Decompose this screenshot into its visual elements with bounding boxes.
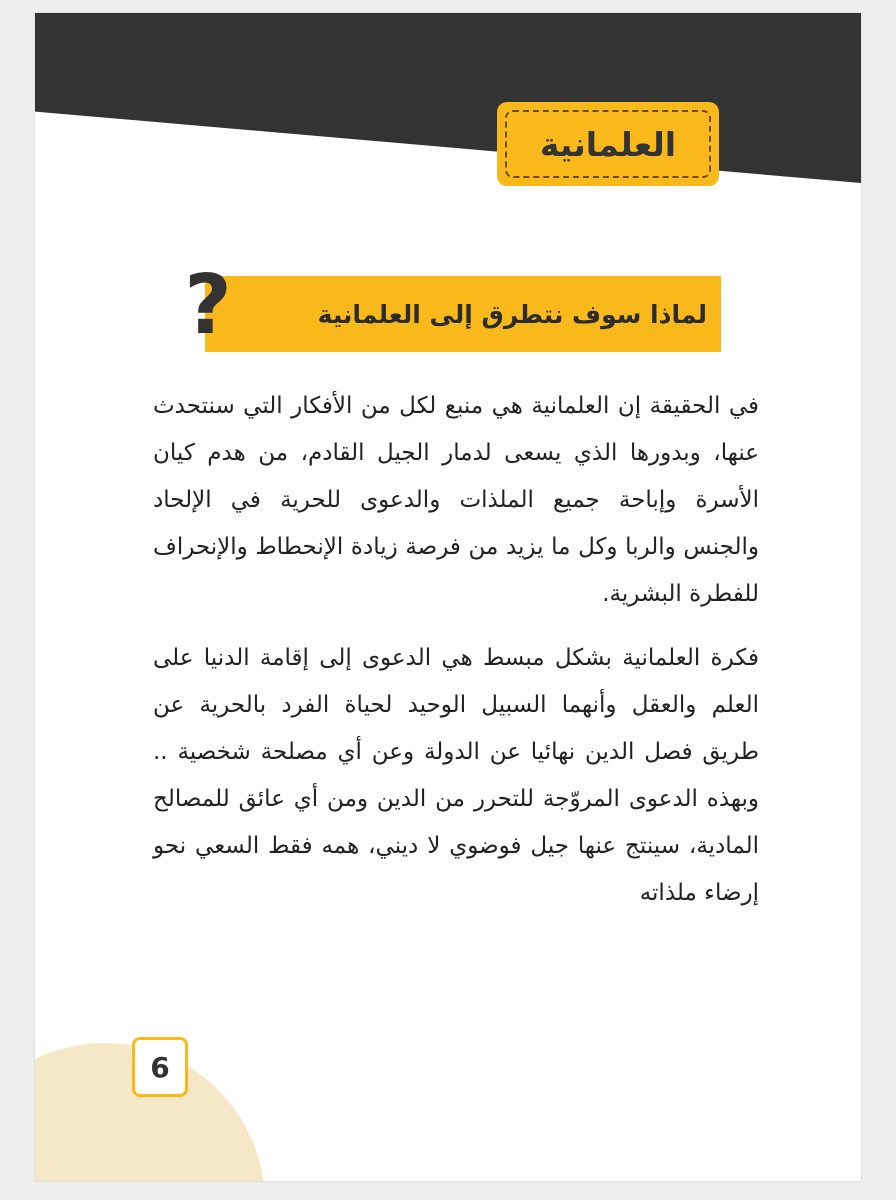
page-number: 6	[132, 1037, 188, 1097]
book-page	[35, 13, 861, 1181]
header-dark-band	[35, 13, 861, 183]
paragraph: فكرة العلمانية بشكل مبسط هي الدعوى إلى إقامة الدنيا على العلم والعقل وأنهما السبيل الوحيد لحياة الفرد بالحرية عن طريق فصل الدين نهائيا عن الدولة وعن أي مصلحة شخصية .. وبهذه الدعوى المروّجة للتحرر من الدين ومن أي عائق للمصالح المادية، سينتج عنها جيل فوضوي لا ديني، همه فقط السعي نحو إرضاء ملذاته	[153, 645, 759, 906]
title-badge	[497, 102, 719, 186]
section-heading: لماذا سوف نتطرق إلى العلمانية	[317, 299, 707, 329]
paragraph: في الحقيقة إن العلمانية هي منبع لكل من الأفكار التي سنتحدث عنها، وبدورها الذي يسعى لدمار الجيل القادم، من هدم كيان الأسرة وإباحة جميع الملذات والدعوى للحرية في الإلحاد والجنس والربا وكل ما يزيد من فرصة زيادة الإنحطاط والإنحراف للفطرة البشرية.	[153, 393, 759, 607]
body-text	[153, 383, 759, 934]
section-heading-band	[205, 276, 721, 352]
page-title: العلمانية	[539, 124, 677, 164]
question-mark-icon: ?	[184, 258, 232, 353]
